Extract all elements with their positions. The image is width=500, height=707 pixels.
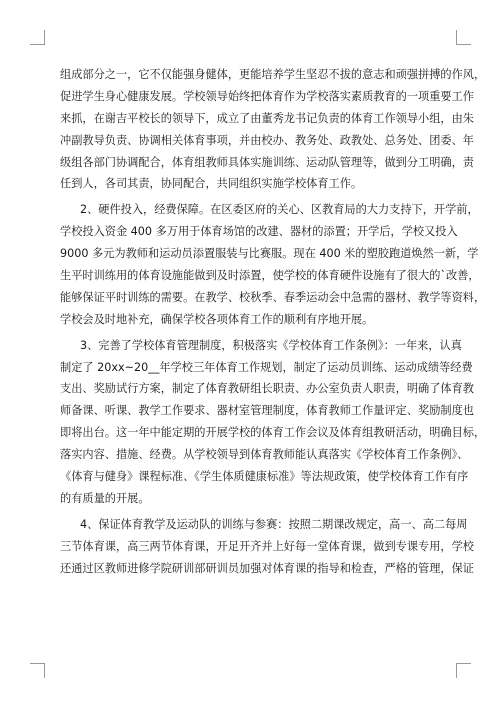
text-line: 即将出台。这一年中能定期的开展学校的体育工作会议及体育组教研活动，明确目标， <box>60 426 486 440</box>
text-line: 冲副教导负责、协调相关体育事项，并由校办、教务处、政教处、总务处、团委、年 <box>60 133 474 147</box>
text-line: 落实内容、措施、经费。从学校领导到体育教师能认真落实《学校体育工作条例》、 <box>60 448 469 462</box>
paragraph-heading-3: 3、完善了学校体育管理制度，积极落实《学校体育工作条例》：一年来，认真 <box>80 338 462 352</box>
crop-mark-bottom-left <box>30 663 45 678</box>
text-line: 《体育与健身》课程标准、《学生体质健康标准》等法规政策，使学校体育工作有序 <box>60 470 469 484</box>
text-line: 的有质量的开展。 <box>60 491 150 505</box>
text-line: 促进学生身心健康发展。学校领导始终把体育作为学校落实素质教育的一项重要工作 <box>60 89 474 103</box>
text-line: 学校会及时地补充，确保学校各项体育工作的顺利有序地开展。 <box>60 312 374 326</box>
paragraph-heading-2: 2、硬件投入，经费保障。在区委区府的关心、区教育局的大力支持下，开学前， <box>80 203 479 217</box>
text-line: 制定了 20xx~20__年学校三年体育工作规划，制定了运动员训练、运动成绩等经费 <box>60 360 473 374</box>
text-line: 组成部分之一，它不仅能强身健体，更能培养学生坚忍不拔的意志和顽强拼搏的作风， <box>60 68 486 81</box>
text-line: 任到人，各司其责，协同配合，共同组织实施学校体育工作。 <box>60 177 363 191</box>
text-line: 三节体育课，高三两节体育课，开足开齐并上好每一堂体育课，做到专课专用，学校 <box>60 539 474 553</box>
text-line: 能够保证平时训练的需要。在教学、校秋季、春季运动会中急需的器材、教学等资料， <box>60 290 486 304</box>
text-line: 学校投入资金 400 多万用于体育场馆的改建、器材的添置；开学后，学校又投入 <box>60 225 458 239</box>
crop-mark-top-left <box>30 30 45 45</box>
crop-mark-top-right <box>456 30 471 45</box>
paragraph-heading-4: 4、保证体育教学及运动队的训练与参赛：按照二期课改规定，高一、高二每周 <box>80 517 468 531</box>
text-line: 生平时训练用的体育设施能做到及时添置，使学校的体育硬件设施有了很大的`改善， <box>60 269 480 283</box>
text-line: 级组各部门协调配合，体育组教师具体实施训练、运动队管理等，做到分工明确，责 <box>60 155 474 169</box>
crop-mark-bottom-right <box>456 663 471 678</box>
text-line: 来抓，在谢吉平校长的领导下，成立了由董秀龙书记负责的体育工作领导小组，由朱 <box>60 111 474 125</box>
text-line: 师备课、听课、教学工作要求、器材室管理制度，体育教师工作量评定、奖励制度也 <box>60 404 474 418</box>
text-line: 还通过区教师进修学院研训部研训员加强对体育课的指导和检查，严格的管理，保证 <box>60 561 474 575</box>
body-text <box>60 64 486 579</box>
text-line: 9000 多元为教师和运动员添置服装与比赛服。现在 400 米的塑胶跑道焕然一新，学 <box>60 247 479 261</box>
text-line: 支出、奖励试行方案，制定了体育教研组长职责、办公室负责人职责，明确了体育教 <box>60 382 474 396</box>
